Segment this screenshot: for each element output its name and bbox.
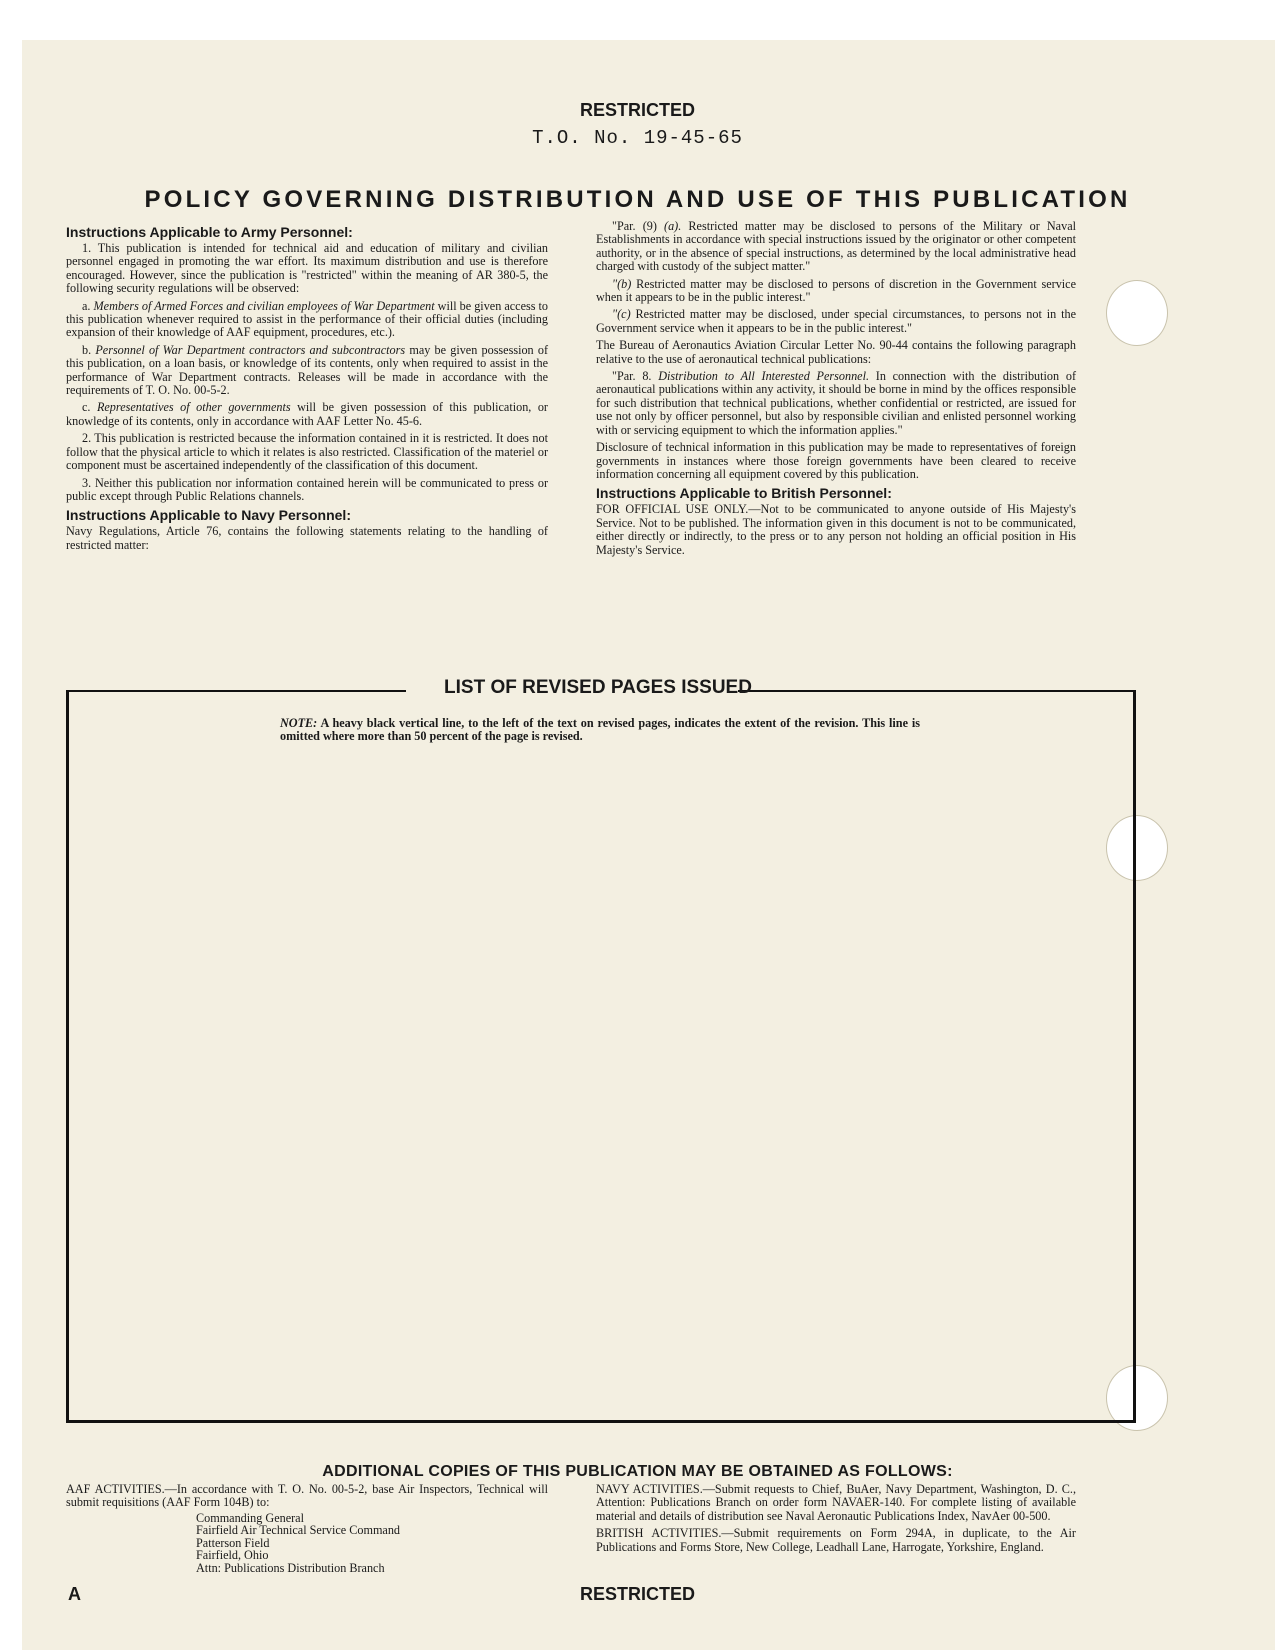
header-classification: RESTRICTED	[579, 100, 695, 120]
policy-left-column	[66, 224, 548, 556]
address-line: Fairfield Air Technical Service Command	[196, 1523, 401, 1538]
address-line: Patterson Field	[196, 1535, 270, 1550]
binder-hole-top	[1106, 280, 1168, 346]
copies-left-column	[66, 1483, 548, 1574]
address-line: Fairfield, Ohio	[196, 1548, 269, 1563]
navy-par9c: "(c) Restricted matter may be disclosed, under special circumstances, to persons not in the Government service when it appears to be in the public interest."	[596, 307, 1076, 335]
address-line: Attn: Publications Distribution Branch	[196, 1560, 385, 1575]
army-paragraph-3: 3. Neither this publication nor information contained herein will be communicated to press or public except through Public Relations channels.	[66, 475, 548, 503]
navy-par9b: "(b) Restricted matter may be disclosed to persons of discretion in the Government service when it appears to be in the public interest."	[596, 276, 1076, 305]
navy-par8: "Par. 8. Distribution to All Interested Personnel. In connection with the distribution of aeronautical publications within any activity, it should be borne in mind by the offices responsible for such distribution that technical publications, whether confidential or restricted, are issued for use not only by officer personnel, but also by responsible civilian and enlisted personnel working with or servicing equipment to which the information applies."	[596, 369, 1076, 437]
revised-pages-box	[66, 690, 1136, 1423]
copies-right-column	[596, 1483, 1076, 1558]
policy-title: POLICY GOVERNING DISTRIBUTION AND USE OF THIS PUBLICATION	[144, 186, 1131, 213]
british-activities: BRITISH ACTIVITIES.—Submit requirements on Form 294A, in duplicate, to the Air Publications and Forms Store, New College, Leadhall Lane, Harrogate, Yorkshire, England.	[596, 1526, 1076, 1554]
army-paragraph-1: 1. This publication is intended for technical aid and education of military and civilian personnel engaged in promoting the war effort. Its maximum distribution and use is therefore encouraged. However, since the publication is "restricted" within the meaning of AR 380-5, the following security regulations will be observed:	[66, 241, 548, 296]
army-heading: Instructions Applicable to Army Personnel:	[66, 224, 353, 240]
british-text: FOR OFFICIAL USE ONLY.—Not to be communicated to anyone outside of His Majesty's Service. Not to be published. The information given in this document is not to be communicated, either directly or indirectly, to the press or to any person not holding an official position in His Majesty's Service.	[596, 502, 1076, 557]
army-item-b: b. Personnel of War Department contractors and subcontractors may be given possession of this publication, on a loan basis, or knowledge of its contents, only when required to assist in the performance of War Department contracts. Releases will be made in accordance with the requirements of T. O. No. 00-5-2.	[66, 342, 549, 398]
policy-right-column	[596, 220, 1076, 561]
bureau-paragraph: The Bureau of Aeronautics Aviation Circular Letter No. 90-44 contains the following paragraph relative to the use of aeronautical technical publications:	[596, 338, 1076, 366]
navy-activities: NAVY ACTIVITIES.—Submit requests to Chief, BuAer, Navy Department, Washington, D. C., Attention: Publications Branch on order form NAVAER-140. For complete listing of available material and details of distribution see Naval Aeronautic Publications Index, NavAer 00-500.	[596, 1482, 1076, 1523]
additional-copies-title: ADDITIONAL COPIES OF THIS PUBLICATION MAY BE OBTAINED AS FOLLOWS:	[322, 1463, 953, 1480]
army-paragraph-2: 2. This publication is restricted because the information contained in it is restricted. It does not follow that the physical article to which it relates is also restricted. Classification of the materiel or component must be ascertained independently of the classification of this document.	[66, 431, 548, 473]
revised-box-rule-right	[738, 690, 1133, 692]
revised-box-rule-left	[66, 690, 406, 692]
british-heading: Instructions Applicable to British Personnel:	[596, 485, 892, 502]
aaf-activities: AAF ACTIVITIES.—In accordance with T. O. No. 00-5-2, base Air Inspectors, Technical will submit requisitions (AAF Form 104B) to:	[66, 1482, 548, 1510]
page-letter: A	[68, 1584, 81, 1604]
army-item-c: c. Representatives of other governments will be given possession of this publication, or knowledge of its contents, only in accordance with AAF Letter No. 45-6.	[66, 400, 548, 428]
revised-pages-title: LIST OF REVISED PAGES ISSUED	[444, 677, 752, 698]
aaf-address	[196, 1512, 548, 1575]
navy-intro: Navy Regulations, Article 76, contains the following statements relating to the handling of restricted matter:	[66, 524, 548, 552]
navy-heading: Instructions Applicable to Navy Personnel:	[66, 507, 351, 524]
footer-classification: RESTRICTED	[579, 1584, 695, 1604]
navy-par9a: "Par. (9) (a). Restricted matter may be disclosed to persons of the Military or Naval Establishments in accordance with special instructions issued by the originator or other competent authority, or in the absence of special instructions, as determined by the local administrative head charged with custody of the subject matter."	[596, 219, 1076, 274]
address-line: Commanding General	[196, 1510, 304, 1525]
revised-note: NOTE: A heavy black vertical line, to the left of the text on revised pages, indicates the extent of the revision. This line is omitted where more than 50 percent of the page is revised.	[280, 716, 920, 743]
army-item-a: a. Members of Armed Forces and civilian employees of War Department will be given access to this publication whenever required to assist in the performance of their official duties (including expansion of their knowledge of AAF equipment, procedures, etc.).	[66, 298, 548, 340]
disclosure-paragraph: Disclosure of technical information in this publication may be made to representatives of foreign governments in instances where those foreign governments have been cleared to receive information concerning all equipment covered by this publication.	[596, 440, 1076, 481]
to-number: T.O. No. 19-45-65	[532, 127, 743, 149]
